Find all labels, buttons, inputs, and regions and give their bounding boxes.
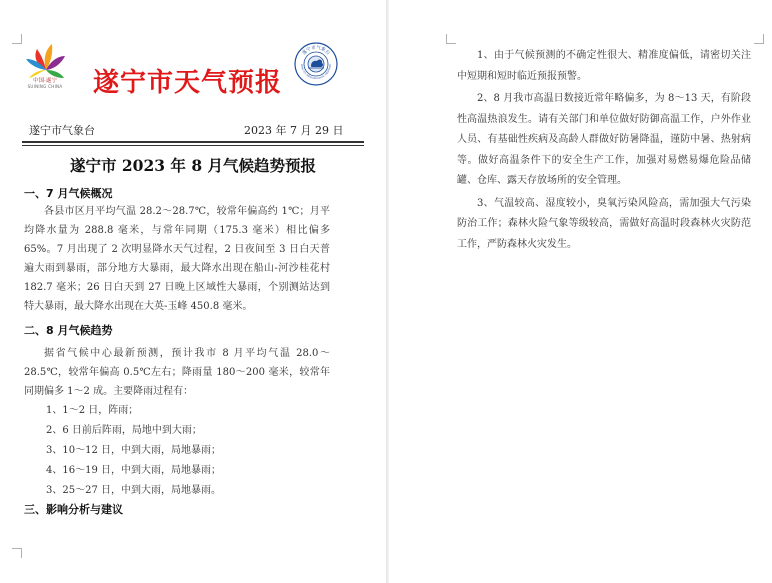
crop-mark: [12, 34, 22, 44]
meteorological-seal-icon: [294, 42, 338, 86]
svg-text:遂宁市气象台: 遂宁市气象台: [301, 45, 331, 57]
list-item: 1、1～2 日，阵雨；: [46, 405, 139, 416]
newsletter-title: 遂宁市天气预报: [93, 68, 283, 98]
july-summary-paragraph: 各县市区月平均气温 28.2～28.7℃，较常年偏高约 1℃；月平均降水量为 288.8 毫米，与常年同期（175.3 毫米）相比偏多 65%。7 月出现了 2 次明显降水天气过程，2 日夜间至 3 日白天普遍大雨到暴雨，部分地方大暴雨，最大降水出现在船山-河沙桂花村 182.7 毫米；26 日白天到 27 日晚上区域性大暴雨，个别测站达到特大暴雨，最大降水出现在大英-玉峰 450.8 毫米。: [24, 206, 330, 312]
august-forecast-paragraph: 据省气候中心最新预测，预计我市 8 月平均气温 28.0～28.5℃，较常年偏高 0.5℃左右；降雨量 180～200 毫米，较常年同期偏多 1～2 成。主要降雨过程有：: [24, 348, 330, 397]
crop-mark: [12, 548, 22, 558]
issuing-organization: 遂宁市气象台: [29, 124, 95, 137]
list-item: 2、6 日前后阵雨，局地中到大雨；: [46, 425, 202, 436]
section-heading-august: 二、8 月气候趋势: [24, 324, 113, 337]
header-divider-thin: [22, 145, 364, 146]
svg-text:SUINING CITY METEOROLOGICAL OB: INING CITY METEOROLOGICAL OBSERVATO: [299, 63, 333, 81]
page-gutter: [386, 0, 389, 583]
right-column: [457, 46, 751, 257]
header-divider: [22, 141, 364, 143]
advice-paragraph-2: 2、8 月我市高温日数接近常年略偏多，为 8～13 天，有阶段性高温热浪发生。请有关部门和单位做好防御高温工作，户外作业人员、有基础性疾病及高龄人群做好防暑降温，谨防中暑、热射病等。做好高温条件下的安全生产工作，加强对易燃易爆危险品储罐、仓库、露天存放场所的安全管理。: [457, 93, 751, 186]
left-column: [24, 185, 330, 518]
advice-paragraph-3: 3、气温较高、湿度较小，臭氧污染风险高，需加强大气污染防治工作；森林火险气象等级较高，需做好高温时段森林火灾防范工作，严防森林火灾发生。: [457, 197, 751, 250]
list-item: 4、16～19 日，中到大雨，局地暴雨；: [46, 465, 221, 476]
document-title: 遂宁市 2023 年 8 月气候趋势预报: [69, 156, 316, 175]
list-item: 3、10～12 日，中到大雨，局地暴雨；: [46, 445, 221, 456]
section-heading-impact: 三、影响分析与建议: [24, 503, 123, 516]
city-logo-caption: 中国·遂宁 SUINING CHINA: [27, 78, 63, 89]
list-item: 3、25～27 日，中到大雨，局地暴雨。: [46, 485, 221, 496]
issue-date: 2023 年 7 月 29 日: [244, 124, 344, 137]
crop-mark: [754, 34, 764, 44]
advice-paragraph-1: 1、由于气候预测的不确定性很大、精准度偏低，请密切关注中短期和短时临近预报预警。: [457, 50, 751, 82]
section-heading-july: 一、7 月气候概况: [24, 187, 113, 200]
crop-mark: [446, 34, 456, 44]
